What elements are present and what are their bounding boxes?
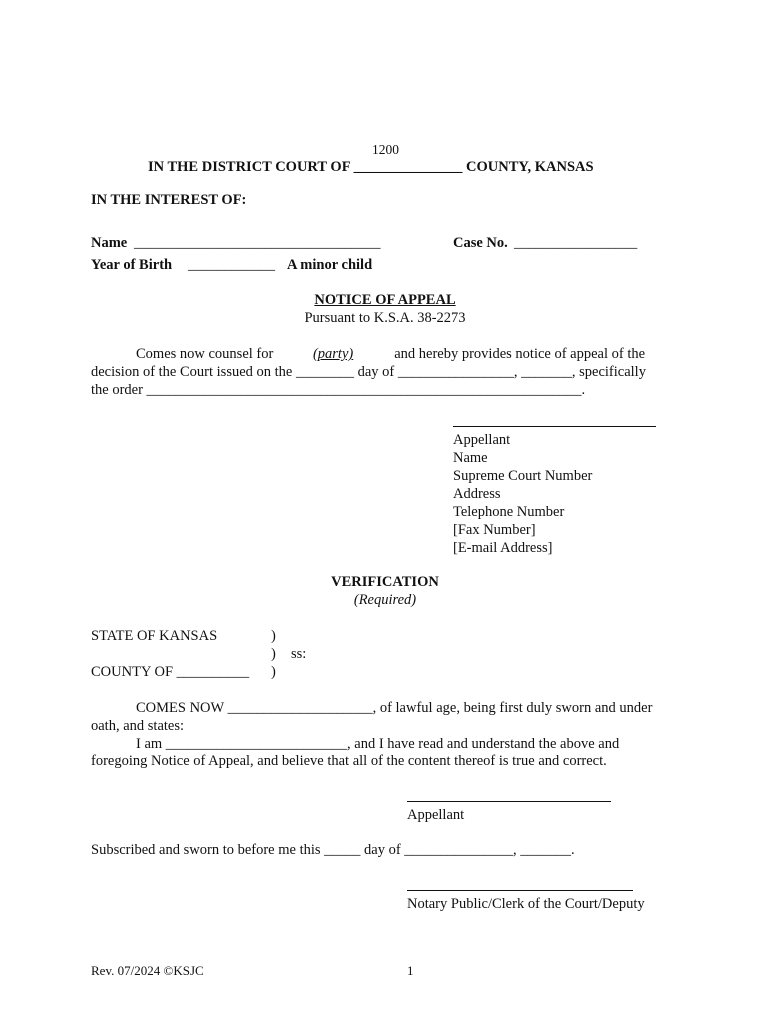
appellant-label: Appellant <box>407 807 465 823</box>
verification-title: VERIFICATION <box>331 574 439 590</box>
sig-telephone: Telephone Number <box>453 504 565 520</box>
paren-1: ) <box>271 628 276 644</box>
notary-label: Notary Public/Clerk of the Court/Deputy <box>407 896 645 912</box>
sig-supreme-court-number: Supreme Court Number <box>453 468 593 484</box>
paragraph-2-line-4: foregoing Notice of Appeal, and believe that all of the content thereof is true and correct. <box>91 753 607 769</box>
sig-appellant: Appellant <box>453 432 511 448</box>
paren-2: ) <box>271 646 276 662</box>
notice-title: NOTICE OF APPEAL <box>314 292 456 308</box>
para1-end: and hereby provides notice of appeal of the <box>394 346 646 362</box>
paren-3: ) <box>271 664 276 680</box>
state-label: STATE OF KANSAS <box>91 628 218 644</box>
name-label: Name <box>91 235 128 251</box>
party-field: (party) <box>312 346 354 362</box>
notary-signature-line <box>407 890 633 891</box>
footer-revision: Rev. 07/2024 ©KSJC <box>91 963 204 978</box>
paragraph-2-line-1: COMES NOW ____________________, of lawful age, being first duly sworn and under <box>136 700 653 716</box>
case-no-label: Case No. <box>453 235 508 251</box>
ss-label: ss: <box>291 646 307 662</box>
interest-of-heading: IN THE INTEREST OF: <box>91 192 247 208</box>
court-heading: IN THE DISTRICT COURT OF _______________ COUNTY, KANSAS <box>148 159 594 175</box>
sig-address: Address <box>453 486 501 502</box>
sig-name: Name <box>453 450 488 466</box>
verification-signature-line <box>407 801 611 802</box>
appellant-signature-line <box>453 426 656 427</box>
sig-fax: [Fax Number] <box>453 522 536 538</box>
paragraph-2-line-2: oath, and states: <box>91 718 185 734</box>
page-number: 1 <box>407 963 414 978</box>
para1-start: Comes now counsel for <box>136 346 277 362</box>
subscribed-line: Subscribed and sworn to before me this _____ day of _______________, _______. <box>91 842 575 858</box>
name-blank: __________________________________ <box>134 235 381 251</box>
paragraph-2-line-3: I am _________________________, and I have read and understand the above and <box>136 736 620 752</box>
signature-block <box>453 431 592 557</box>
paragraph-1-line-3: the order ____________________________________________________________. <box>91 382 586 398</box>
notice-subtitle: Pursuant to K.S.A. 38-2273 <box>304 310 466 326</box>
case-no-blank: _________________ <box>514 235 638 251</box>
paragraph-1-line-2: decision of the Court issued on the ________ day of ________________, _______, specifically <box>91 364 646 380</box>
sig-email: [E-mail Address] <box>453 540 553 556</box>
minor-child-label: A minor child <box>287 257 373 273</box>
form-number: 1200 <box>372 142 399 157</box>
paragraph-1-line-1 <box>136 345 645 363</box>
county-label: COUNTY OF __________ <box>91 664 250 680</box>
verification-required: (Required) <box>353 592 417 608</box>
year-of-birth-blank: ____________ <box>188 257 275 273</box>
year-of-birth-label: Year of Birth <box>91 257 173 273</box>
